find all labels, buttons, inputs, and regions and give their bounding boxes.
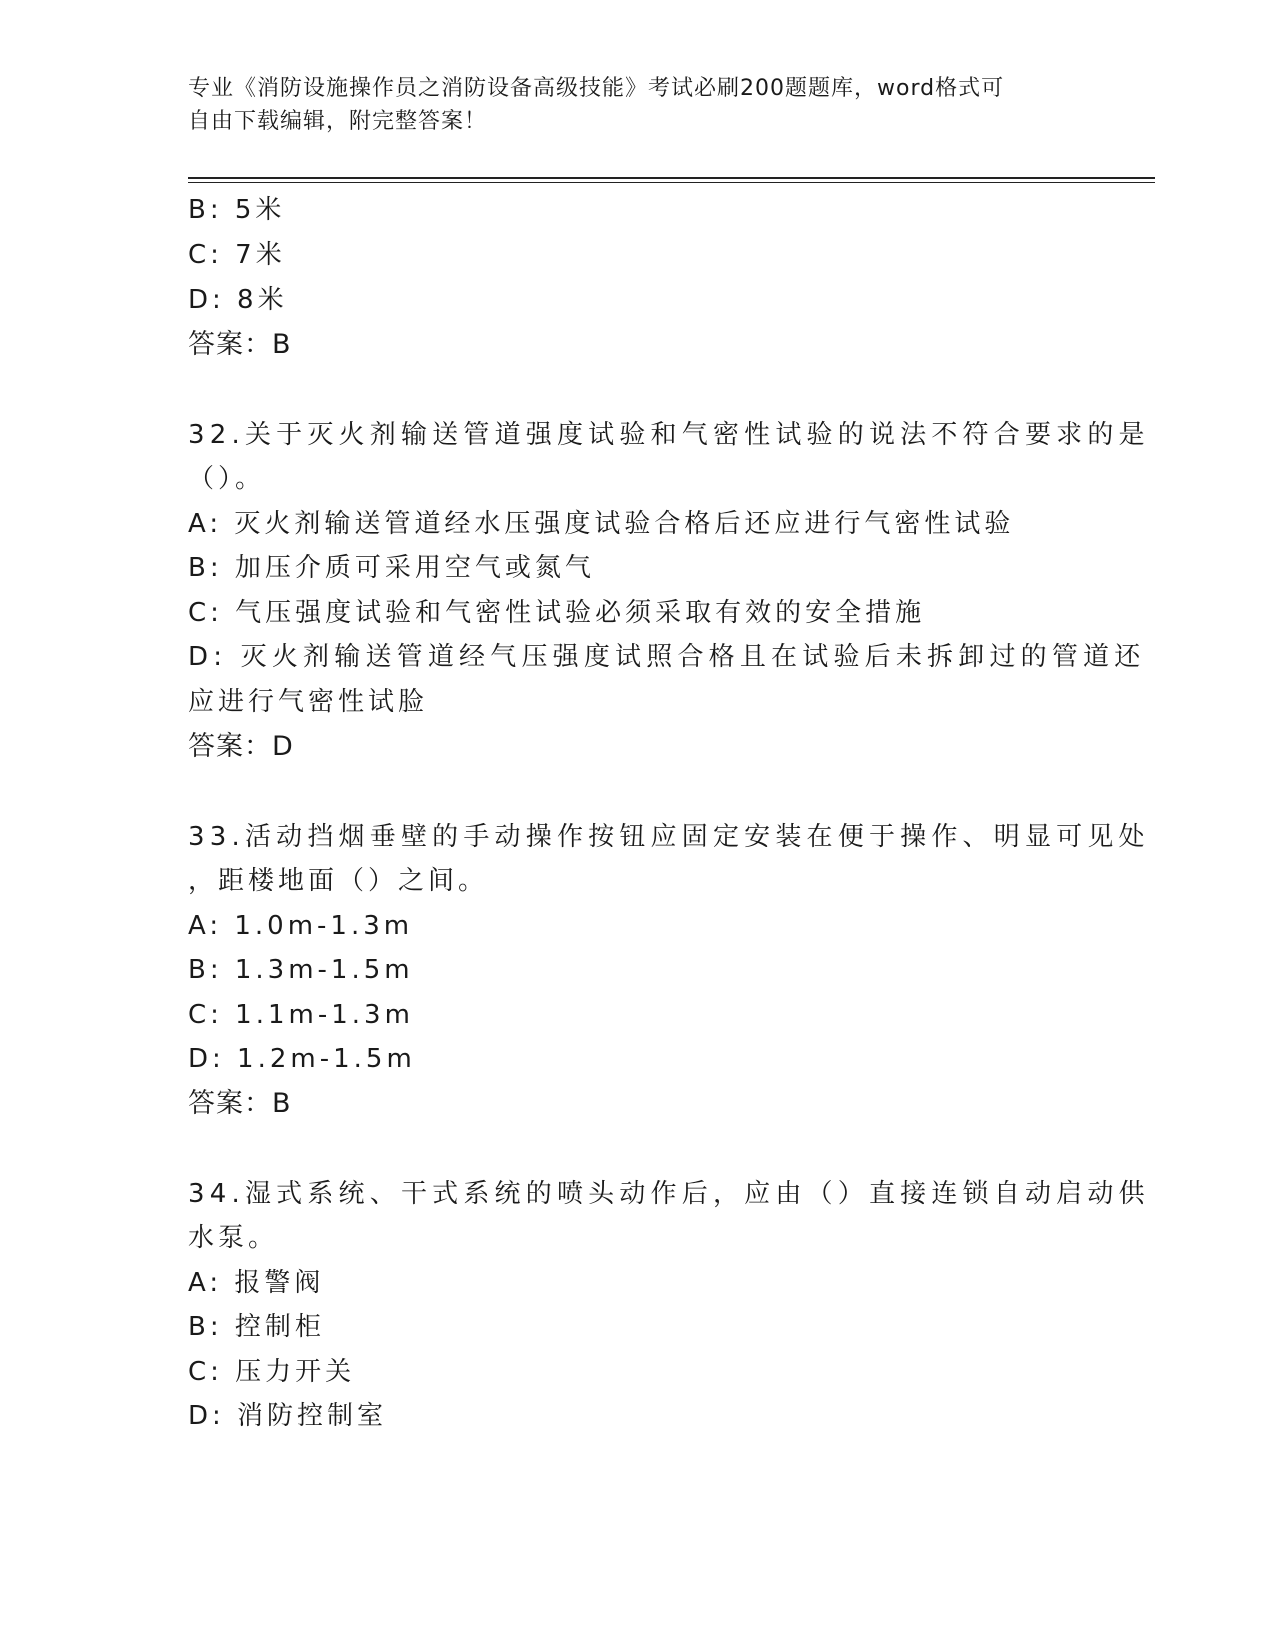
header-rule-thick — [188, 177, 1155, 179]
q32-option-c: C: 气压强度试验和气密性试验必须采取有效的安全措施 — [188, 598, 926, 628]
header-rule-thin — [188, 182, 1155, 183]
q34-option-b: B: 控制柜 — [188, 1312, 325, 1342]
prev-option-b: B: 5米 — [188, 195, 286, 225]
q33-option-a: A: 1.0m-1.3m — [188, 911, 414, 941]
q32-stem-line-2: （）。 — [188, 464, 266, 494]
q33-stem-line-2: ，距楼地面（）之间。 — [188, 866, 489, 896]
q34-stem-line-1: 34.湿式系统、干式系统的喷头动作后，应由（）直接连锁自动启动供 — [188, 1179, 1150, 1209]
q34-stem-line-2: 水泵。 — [188, 1223, 279, 1253]
q32-option-a: A: 灭火剂输送管道经水压强度试验合格后还应进行气密性试验 — [188, 509, 1015, 539]
q33-answer: 答案：B — [188, 1088, 292, 1119]
prev-option-d: D: 8米 — [188, 285, 288, 315]
q32-option-b: B: 加压介质可采用空气或氮气 — [188, 553, 595, 583]
q34-option-c: C: 压力开关 — [188, 1357, 356, 1387]
q32-answer: 答案：D — [188, 731, 294, 762]
prev-answer: 答案：B — [188, 329, 292, 360]
q34-option-a: A: 报警阀 — [188, 1268, 325, 1298]
q34-option-d: D: 消防控制室 — [188, 1401, 388, 1431]
q33-stem-line-1: 33.活动挡烟垂壁的手动操作按钮应固定安装在便于操作、明显可见处 — [188, 822, 1150, 852]
prev-option-c: C: 7米 — [188, 240, 286, 270]
q32-stem-line-1: 32.关于灭火剂输送管道强度试验和气密性试验的说法不符合要求的是 — [188, 420, 1150, 450]
header-line-2: 自由下载编辑，附完整答案！ — [188, 109, 488, 134]
q33-option-c: C: 1.1m-1.3m — [188, 1000, 414, 1030]
header-line-1: 专业《消防设施操作员之消防设备高级技能》考试必刷200题题库，word格式可 — [188, 76, 1005, 101]
q33-option-d: D: 1.2m-1.5m — [188, 1044, 416, 1074]
document-header — [188, 72, 1068, 138]
q32-option-d-line-1: D: 灭火剂输送管道经气压强度试照合格且在试验后未拆卸过的管道还 — [188, 642, 1146, 672]
q32-option-d-line-2: 应进行气密性试脸 — [188, 687, 429, 717]
q33-option-b: B: 1.3m-1.5m — [188, 955, 414, 985]
